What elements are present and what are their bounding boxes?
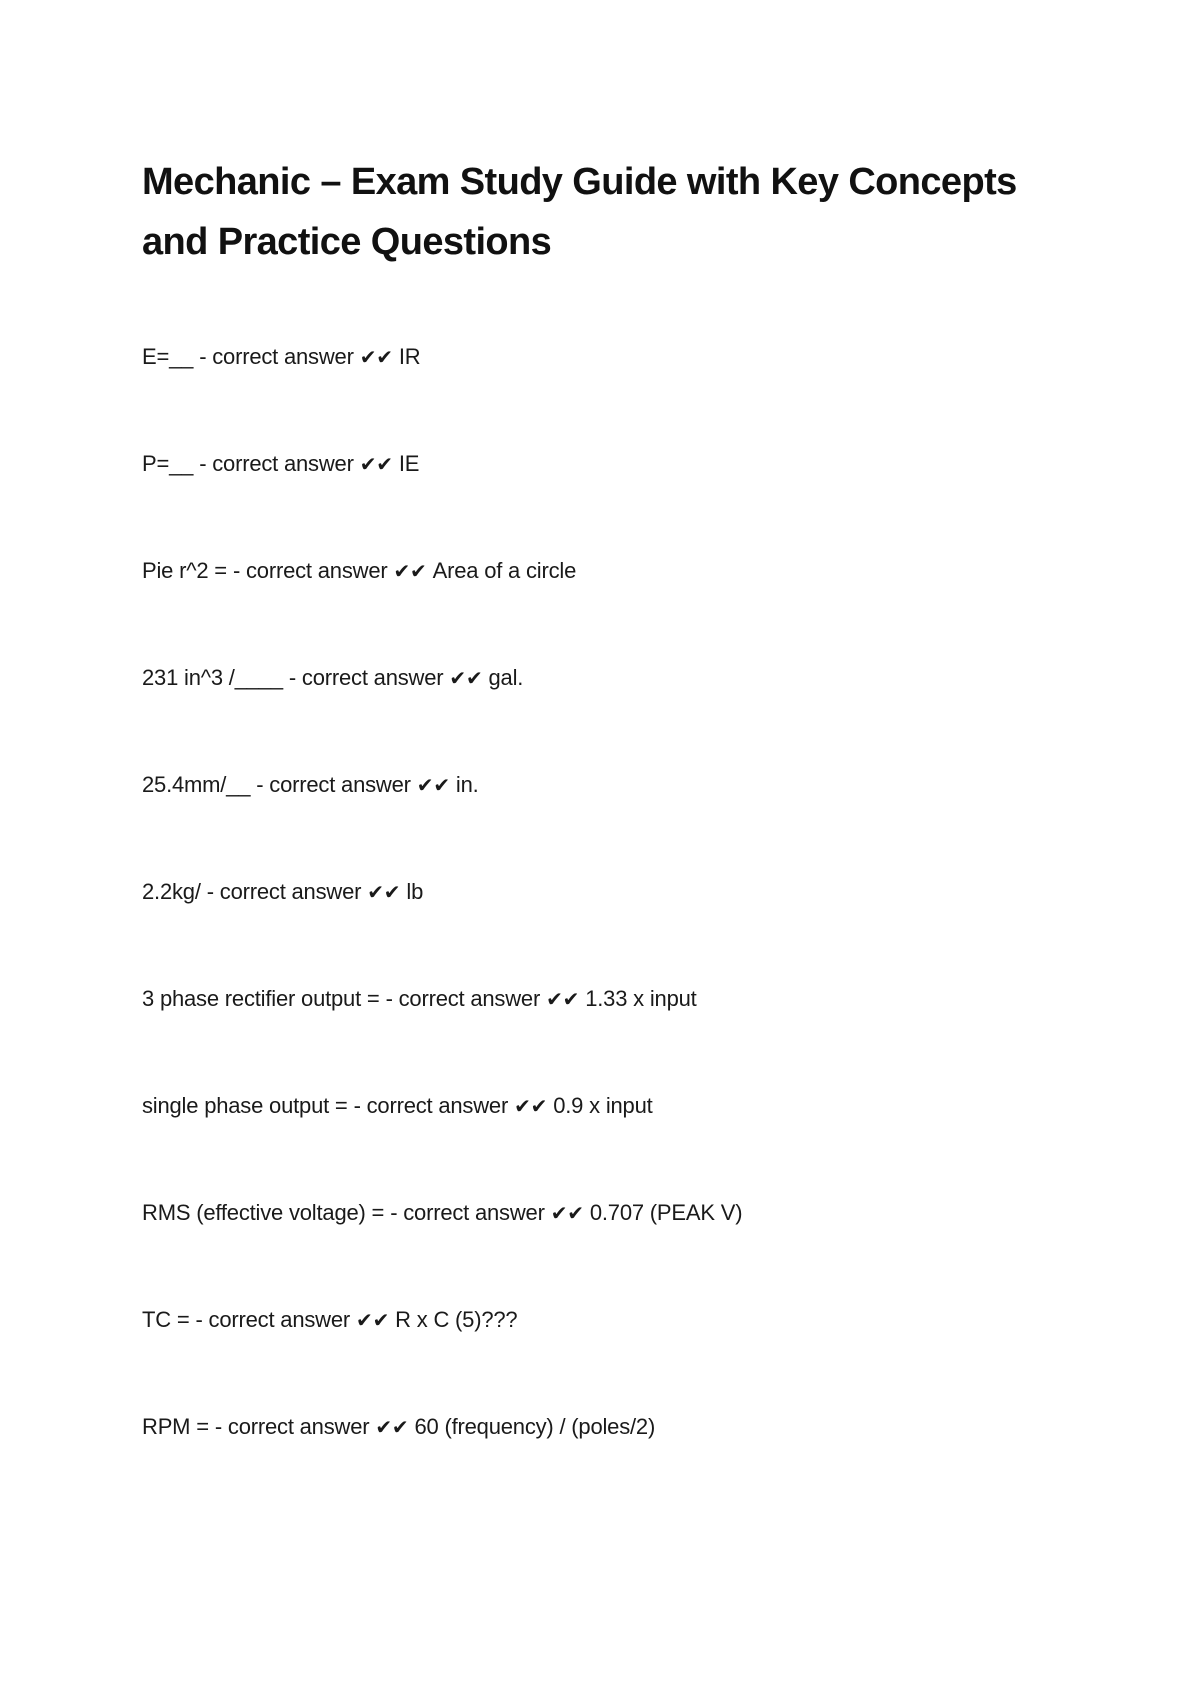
qa-item [142, 663, 1072, 770]
check-check-icon: ✔✔ [359, 452, 393, 476]
qa-answer: Area of a circle [432, 558, 577, 583]
qa-answer: 0.707 (PEAK V) [589, 1200, 743, 1225]
qa-question: Pie r^2 = [142, 558, 227, 583]
qa-question: P=__ [142, 451, 194, 476]
qa-question: 2.2kg/ [142, 879, 201, 904]
qa-item [142, 449, 1072, 556]
qa-item [142, 342, 1072, 449]
qa-item [142, 877, 1072, 984]
qa-question: RPM = [142, 1414, 209, 1439]
check-check-icon: ✔✔ [546, 987, 580, 1011]
check-check-icon: ✔✔ [375, 1415, 409, 1439]
qa-question: 3 phase rectifier output = [142, 986, 380, 1011]
qa-answer-marker: - correct answer [214, 1414, 370, 1439]
qa-answer-marker: - correct answer [256, 772, 411, 797]
qa-question: RMS (effective voltage) = [142, 1200, 385, 1225]
qa-answer-marker: - correct answer [206, 879, 362, 904]
qa-question: 231 in^3 /____ [142, 665, 283, 690]
qa-question: E=__ [142, 344, 194, 369]
qa-answer-marker: - correct answer [390, 1200, 545, 1225]
check-check-icon: ✔✔ [367, 880, 401, 904]
qa-answer: 1.33 x input [585, 986, 697, 1011]
check-check-icon: ✔✔ [393, 559, 427, 583]
check-check-icon: ✔✔ [416, 773, 450, 797]
qa-answer: IE [398, 451, 420, 476]
qa-answer-marker: - correct answer [199, 451, 354, 476]
qa-answer: gal. [488, 665, 524, 690]
qa-item [142, 1305, 1072, 1412]
qa-item [142, 984, 1072, 1091]
document-title: Mechanic – Exam Study Guide with Key Concepts and Practice Questions [142, 161, 1017, 263]
qa-item [142, 1091, 1072, 1198]
qa-answer-marker: - correct answer [199, 344, 354, 369]
check-check-icon: ✔✔ [550, 1201, 584, 1225]
qa-question: 25.4mm/__ [142, 772, 251, 797]
qa-answer: 0.9 x input [553, 1093, 653, 1118]
qa-question: TC = [142, 1307, 190, 1332]
check-check-icon: ✔✔ [356, 1308, 390, 1332]
check-check-icon: ✔✔ [359, 345, 393, 369]
qa-answer-marker: - correct answer [232, 558, 388, 583]
check-check-icon: ✔✔ [449, 666, 483, 690]
qa-answer: in. [455, 772, 479, 797]
qa-answer: lb [406, 879, 424, 904]
qa-answer-marker: - correct answer [353, 1093, 509, 1118]
check-check-icon: ✔✔ [514, 1094, 548, 1118]
qa-item [142, 1412, 1072, 1519]
qa-list [142, 342, 1072, 1519]
qa-answer: R x C (5)??? [395, 1307, 518, 1332]
qa-answer-marker: - correct answer [385, 986, 541, 1011]
qa-item [142, 556, 1072, 663]
qa-answer: IR [398, 344, 421, 369]
qa-answer-marker: - correct answer [288, 665, 444, 690]
qa-item [142, 770, 1072, 877]
qa-item [142, 1198, 1072, 1305]
qa-question: single phase output = [142, 1093, 348, 1118]
qa-answer: 60 (frequency) / (poles/2) [414, 1414, 656, 1439]
qa-answer-marker: - correct answer [195, 1307, 351, 1332]
